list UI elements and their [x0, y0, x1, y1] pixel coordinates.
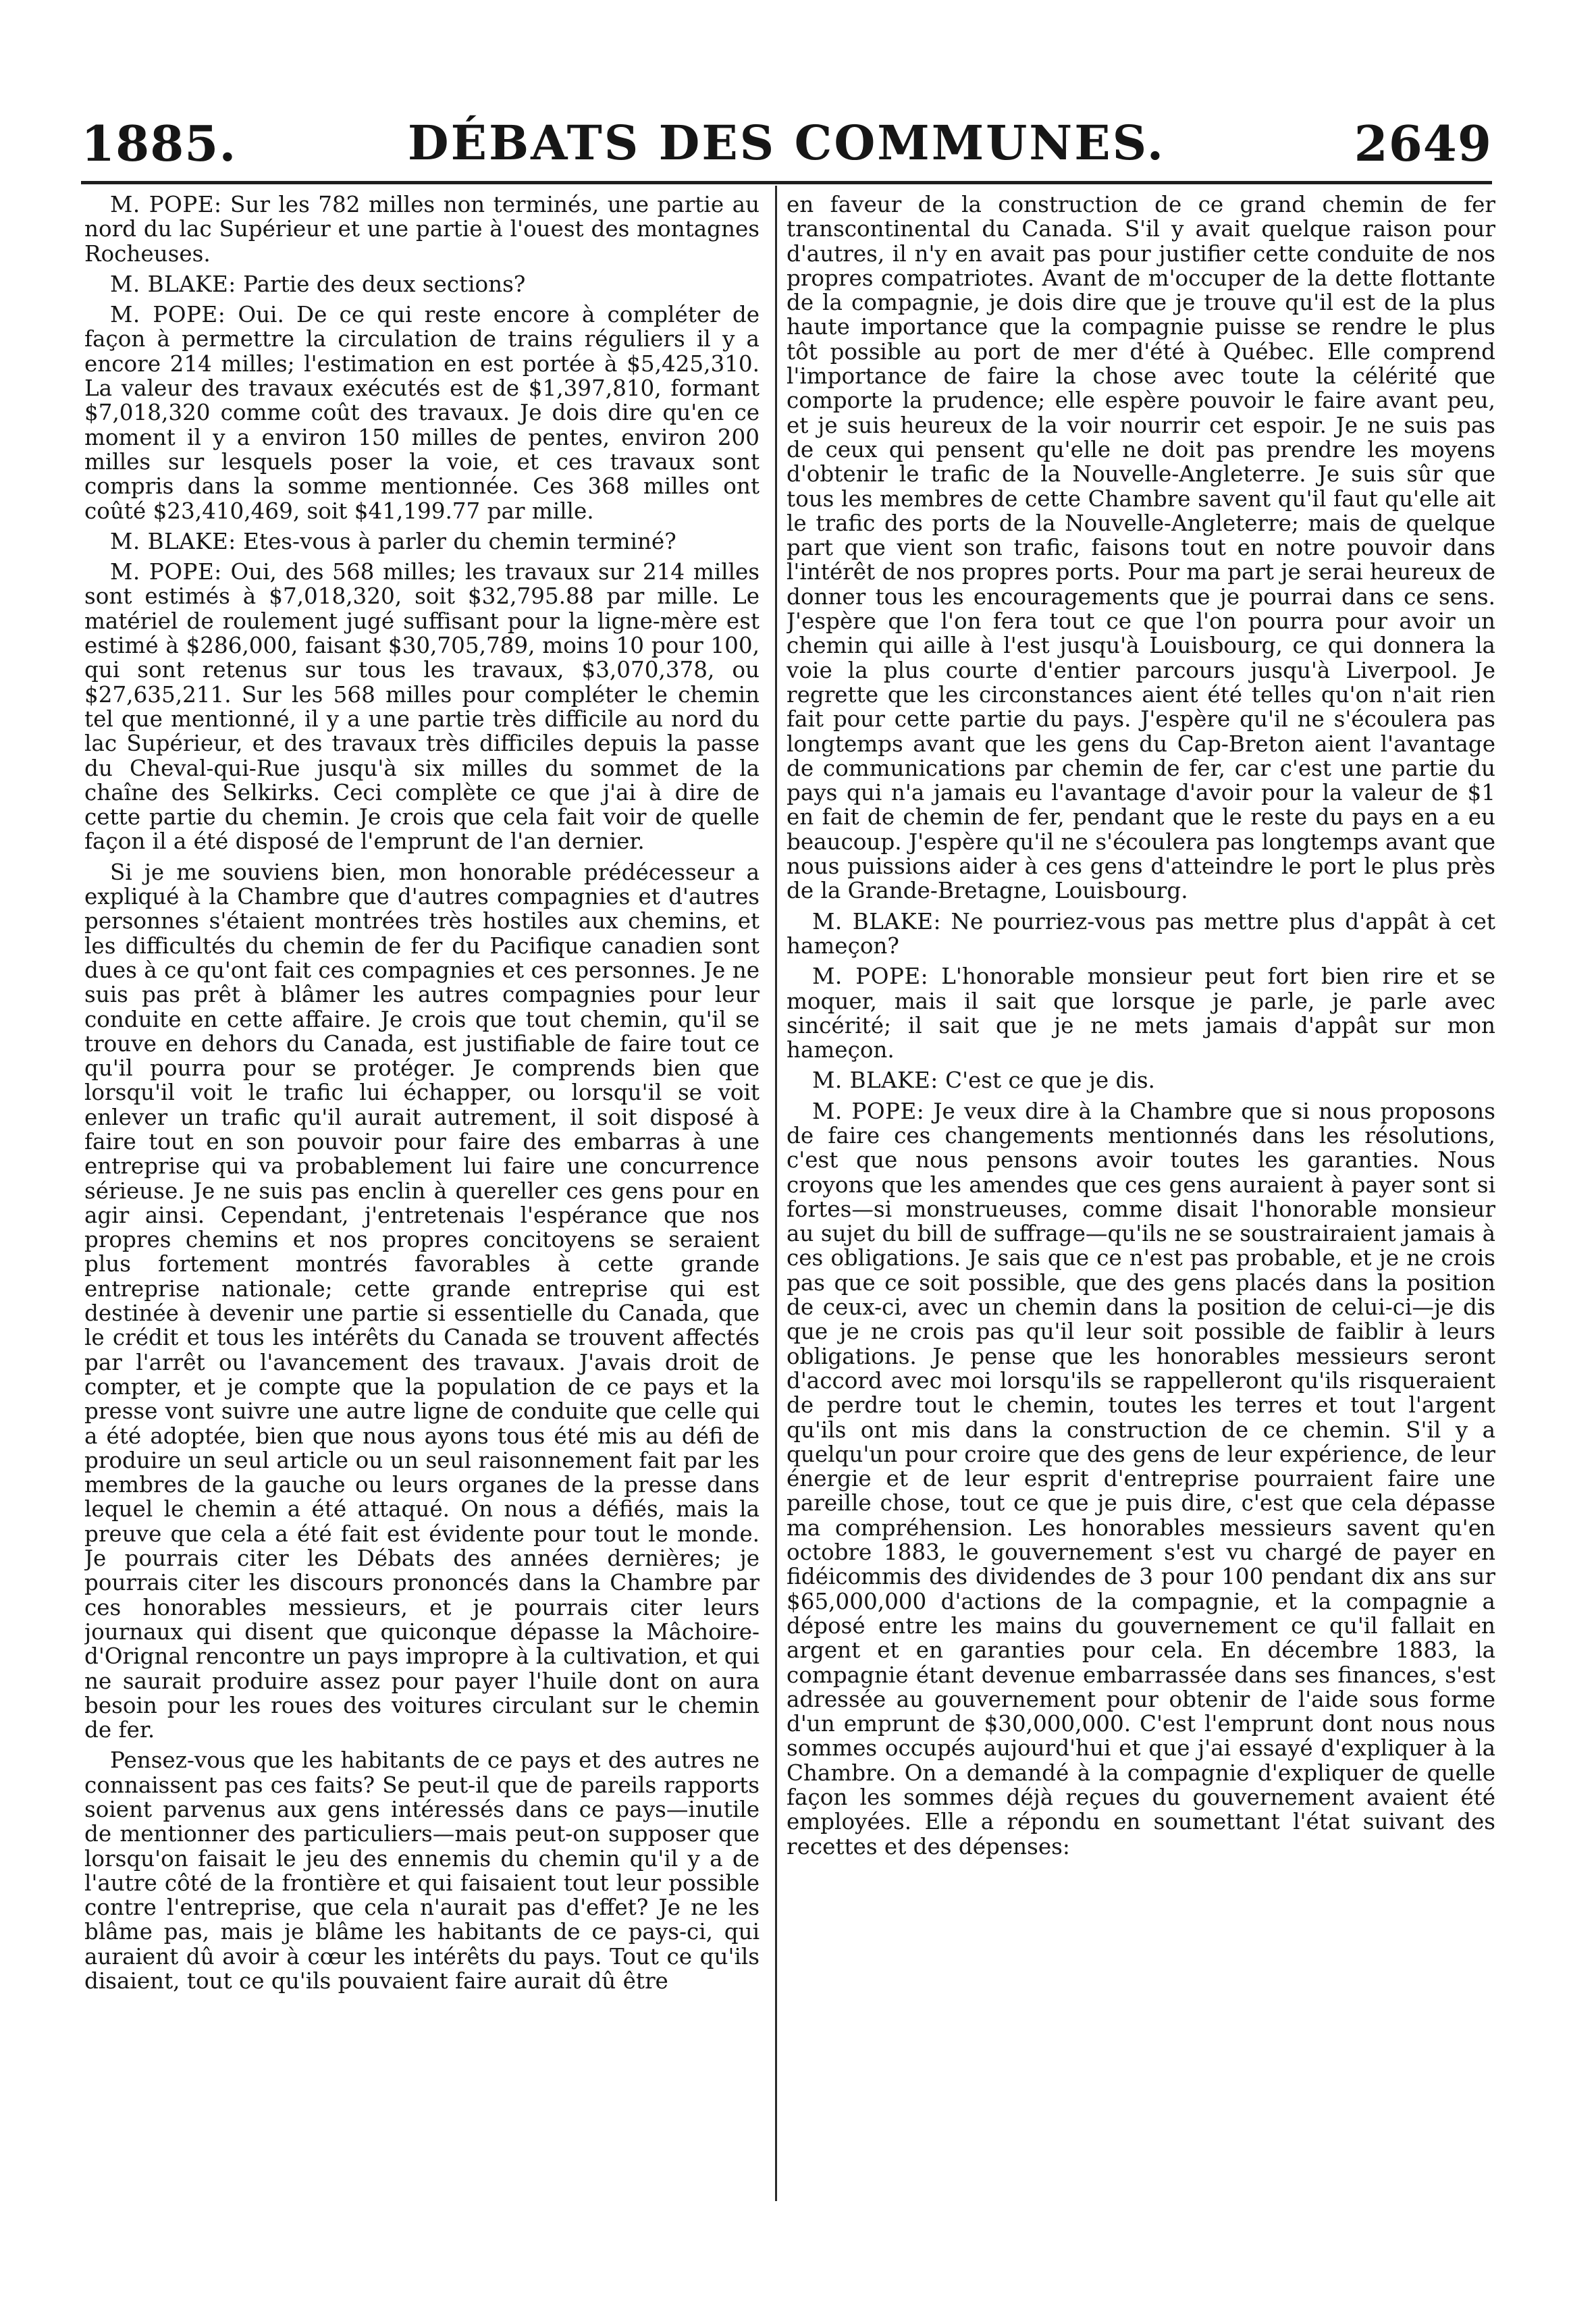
paragraph-text: Pensez-vous que les habitants de ce pays et des autres ne connaissent pas ces faits? Se peut-il que de pareils rapports soient parvenus aux gens intéressés dans ce pays—inutile de mentionner des particuliers—mais peut-on supposer que lorsqu'on faisait le jeu des ennemis du chemin qu'il y a de l'autre côté de la frontière et qui faisaient tout leur possible contre l'entreprise, que cela n'aurait pas d'effet? Je ne les blâme pas, mais je blâme les habitants de ce pays-ci, qui auraient dû avoir à cœur les intérêts du pays. Tout ce qu'ils disaient, tout ce qu'ils pouvaient faire aurait dû être [84, 1747, 760, 1994]
paragraph [84, 272, 760, 296]
paragraph [84, 860, 760, 1743]
paragraph [84, 302, 760, 523]
speaker-name: M. POPE: [812, 1098, 925, 1124]
speaker-name: M. BLAKE: [110, 271, 236, 297]
header-year: 1885. [81, 115, 237, 172]
speaker-name: M. POPE: [812, 963, 929, 990]
header-title: DÉBATS DES COMMUNES. [407, 115, 1166, 171]
paragraph [787, 909, 1495, 959]
paragraph-text: Sur les 782 milles non terminés, une partie au nord du lac Supérieur et une partie à l'ouest des montagnes Rocheuses. [84, 192, 760, 267]
paragraph [787, 1068, 1495, 1092]
paragraph-text: Oui. De ce qui reste encore à compléter de façon à permettre la circulation de trains réguliers il y a encore 214 milles; l'estimation en est portée à $5,425,310. La valeur des travaux exécutés est de $1,397,810, formant $7,018,320 comme coût des travaux. Je dois dire qu'en ce moment il y a environ 150 milles de pentes, environ 200 milles sur lesquels poser la voie, et ces travaux sont compris dans la somme mentionnée. Ces 368 milles ont coûté $23,410,469, soit $41,199.77 par mille. [84, 302, 760, 524]
speaker-name: M. POPE: [110, 302, 226, 328]
paragraph-text: L'honorable monsieur peut fort bien rire et se moquer, mais il sait que lorsque je parle, je parle avec sincérité; il sait que je ne mets jamais d'appât sur mon hameçon. [787, 963, 1495, 1063]
paragraph-text: en faveur de la construction de ce grand chemin de fer transcontinental du Canada. S'il y avait quelque raison pour d'autres, il n'y en avait pas pour justifier cette conduite de nos propres compatriotes. Avant de m'occuper de la dette flottante de la compagnie, je dois dire que je trouve qu'il est de la plus haute importance que la compagnie puisse se rendre le plus tôt possible au port de mer d'été à Québec. Elle comprend l'importance de faire la chose avec toute la célérité que comporte la prudence; elle espère pouvoir le faire avant peu, et je suis heureux de la voir nourrir cet espoir. Je ne suis pas de ceux qui pensent qu'elle ne doit pas prendre les moyens d'obtenir le trafic de la Nouvelle-Angleterre. Je suis sûr que tous les membres de cette Chambre savent qu'il faut qu'elle ait le trafic des ports de la Nouvelle-Angleterre; mais de quelque part que vient son trafic, faisons tout en notre pouvoir dans l'intérêt de nos propres ports. Pour ma part je serai heureux de donner tous les encouragements que je pourrai dans ce sens. J'espère que l'on fera tout ce que l'on pourra pour avoir un chemin qui aille à l'est jusqu'à Louisbourg, ce qui donnera la voie la plus courte d'entier parcours jusqu'à Liverpool. Je regrette que les circonstances aient été telles qu'on n'ait rien fait pour cette partie du pays. J'espère qu'il ne s'écoulera pas longtemps avant que les gens du Cap-Breton aient l'avantage de communications par chemin de fer, car c'est une partie du pays qui n'a jamais eu l'avantage d'avoir pour la valeur de $1 en fait de chemin de fer, pendant que le reste du pays en a eu beaucoup. J'espère qu'il ne s'écoulera pas longtemps avant que nous puissions aider à ces gens d'atteindre le port le plus près de la Grande-Bretagne, Louisbourg. [787, 192, 1495, 904]
paragraph [84, 560, 760, 854]
paragraph-text: Ne pourriez-vous pas mettre plus d'appât à cet hameçon? [787, 908, 1495, 959]
paragraph [84, 529, 760, 554]
paragraph [787, 1099, 1495, 1859]
paragraph-text: Partie des deux sections? [243, 271, 526, 297]
page-header [81, 101, 1492, 177]
speaker-name: M. BLAKE: [812, 908, 941, 934]
header-rule [81, 181, 1492, 184]
speaker-name: M. POPE: [110, 192, 222, 217]
paragraph-text: C'est ce que je dis. [945, 1067, 1155, 1094]
column-divider [775, 186, 777, 2201]
paragraph-text: Si je me souviens bien, mon honorable prédécesseur a expliqué à la Chambre que d'autres compagnies et d'autres personnes s'étaient montrées très hostiles aux chemins, et les difficultés du chemin de fer du Pacifique canadien sont dues à ce qu'ont fait ces compagnies et ces personnes. Je ne suis pas prêt à blâmer les autres compagnies pour leur conduite en cette affaire. Je crois que tout chemin, qu'il se trouve en dehors du Canada, est justifiable de faire tout ce qu'il pourra pour se protéger. Je comprends bien que lorsqu'il voit le trafic lui échapper, ou lorsqu'il se voit enlever un trafic qu'il aurait autrement, il soit disposé à faire tout en son pouvoir pour faire des embarras à une entreprise qui va probablement lui faire une concurrence sérieuse. Je ne suis pas enclin à quereller ces gens pour en agir ainsi. Cependant, j'entretenais l'espérance que nos propres chemins et nos propres concitoyens se seraient plus fortement montrés favorables à cette grande entreprise nationale; cette grande entreprise qui est destinée à devenir une partie si essentielle du Canada, que le crédit et tous les intérêts du Canada se trouvent affectés par l'arrêt ou l'avancement des travaux. J'avais droit de compter, et je compte que la population de ce pays et la presse vont suivre une autre ligne de conduite que celle qui a été adoptée, bien que nous ayons tous été mis au défi de produire un seul article ou un seul raisonnement fait par les membres de la gauche ou leurs organes de la presse dans lequel le chemin a été attaqué. On nous a défiés, mais la preuve que cela a été fait est évidente pour tout le monde. Je pourrais citer les Débats des années dernières; je pourrais citer les discours prononcés dans la Chambre par ces honorables messieurs, et je pourrais citer leurs journaux qui disent que quiconque dépasse la Mâchoire-d'Orignal rencontre un pays impropre à la cultivation, et qui ne saurait produire assez pour payer l'huile dont on aura besoin pour les roues des voitures circulant sur le chemin de fer. [84, 859, 760, 1743]
paragraph-text: Je veux dire à la Chambre que si nous proposons de faire ces changements mentionnés dans les résolutions, c'est que nous pensons avoir toutes les garanties. Nous croyons que les amendes que ces gens auraient à payer sont si fortes—si monstrueuses, comme disait l'honorable monsieur au sujet du bill de suffrage—qu'ils ne se soustrairaient jamais à ces obligations. Je sais que ce n'est pas probable, et je ne crois pas que ce soit possible, que des gens placés dans la position de ceux-ci, avec un chemin dans la position de celui-ci—je dis que je ne crois pas qu'il leur soit possible de faiblir à leurs obligations. Je pense que les honorables messieurs seront d'accord avec moi lorsqu'ils se rappelleront qu'ils risqueraient de perdre tout le chemin, toutes les terres et tout l'argent qu'ils ont mis dans la construction de ce chemin. S'il y a quelqu'un pour croire que des gens de leur expérience, de leur énergie et de leur esprit d'entreprise pourraient faire une pareille chose, tout ce que je puis dire, c'est que cela dépasse ma compréhension. Les honorables messieurs savent qu'en octobre 1883, le gouvernement s'est vu chargé de payer en fidéicommis des dividendes de 3 pour 100 pendant dix ans sur $65,000,000 d'actions de la compagnie, et la compagnie a déposé entre les mains du gouvernement ce qu'il fallait en argent et en garanties pour cela. En décembre 1883, la compagnie étant devenue embarrassée dans ses finances, s'est adressée au gouvernement pour obtenir de l'aide sous forme d'un emprunt de $30,000,000. C'est l'emprunt dont nous nous sommes occupés aujourd'hui et que j'ai essayé d'expliquer à la Chambre. On a demandé à la compagnie d'expliquer de quelle façon les sommes déjà reçues du gouvernement avaient été employées. Elle a répondu en soumettant l'état suivant des recettes et des dépenses: [787, 1098, 1495, 1859]
speaker-name: M. BLAKE: [110, 528, 236, 554]
paragraph-text: Etes-vous à parler du chemin terminé? [243, 528, 676, 554]
paragraph [84, 1748, 760, 1993]
paragraph [787, 192, 1495, 903]
paragraph-text: Oui, des 568 milles; les travaux sur 214 milles sont estimés à $7,018,320, soit $32,795.88 par mille. Le matériel de roulement jugé suffisant pour la ligne-mère est estimé à $286,000, faisant $30,705,789, moins 10 pour 100, qui sont retenus sur tous les travaux, $3,070,378, ou $27,635,211. Sur les 568 milles pour compléter le chemin tel que mentionné, il y a une partie très difficile au nord du lac Supérieur, et des travaux très difficiles depuis la passe du Cheval-qui-Rue jusqu'à six milles du sommet de la chaîne des Selkirks. Ceci complète ce que j'ai à dire de cette partie du chemin. Je crois que cela fait voir de quelle façon il a été disposé de l'emprunt de l'an dernier. [84, 559, 760, 855]
speaker-name: M. BLAKE: [812, 1067, 938, 1094]
paragraph [787, 964, 1495, 1062]
speaker-name: M. POPE: [110, 559, 222, 585]
paragraph [84, 192, 760, 266]
header-page-number: 2649 [1354, 115, 1492, 172]
right-column [787, 192, 1495, 2211]
left-column [84, 192, 760, 2211]
